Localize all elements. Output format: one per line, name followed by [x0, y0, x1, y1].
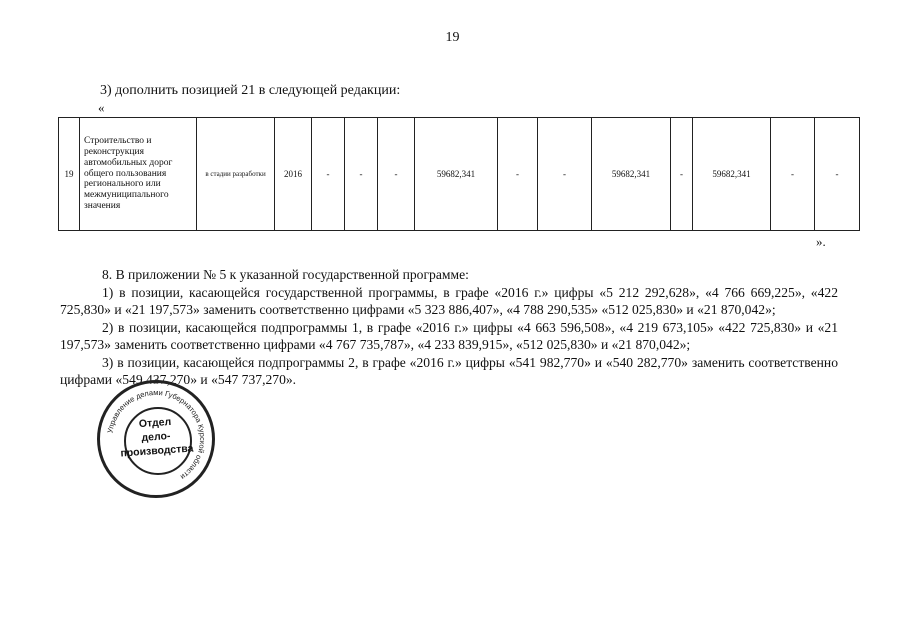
stamp-line-3: производства — [120, 442, 194, 460]
cell-c6: - — [538, 118, 592, 231]
cell-c8: - — [671, 118, 693, 231]
stamp-line-1: Отдел — [138, 415, 172, 431]
office-stamp — [97, 380, 215, 498]
body-text — [60, 266, 838, 389]
intro-line: 3) дополнить позицией 21 в следующей редакции: — [100, 83, 401, 98]
close-quote: ». — [816, 234, 826, 249]
open-quote: « — [98, 100, 105, 115]
paragraph-item-1: 1) в позиции, касающейся государственной программы, в графе «2016 г.» цифры «5 212 292,628», «4 766 669,225», «422 725,830» и «21 197,573» заменить соответственно цифрами «5 323 886,407», «4 788 290,535» «512 025,830» и «21 870,042»; — [60, 284, 838, 317]
cell-status: в стадии разработки — [197, 118, 275, 231]
cell-c10: - — [771, 118, 815, 231]
cell-c3: - — [378, 118, 415, 231]
svg-text:Управление делами Губернатора: Управление делами Губернатора Курской области — [105, 387, 208, 482]
paragraph-item-2: 2) в позиции, касающейся подпрограммы 1, в графе «2016 г.» цифры «4 663 596,508», «4 219 673,105» «422 725,830» и «21 197,573» заменить соответственно цифрами «4 767 735,787», «4 233 839,915», «512 025,830» и «21 870,042»; — [60, 319, 838, 352]
cell-c1: - — [312, 118, 345, 231]
page-number: 19 — [445, 30, 460, 45]
cell-c7: 59682,341 — [592, 118, 671, 231]
cell-c5: - — [498, 118, 538, 231]
cell-year: 2016 — [275, 118, 312, 231]
table-row — [59, 118, 860, 231]
cell-no: 19 — [59, 118, 80, 231]
cell-c11: - — [815, 118, 860, 231]
position-table — [58, 117, 860, 231]
stamp-line-2: дело- — [141, 430, 171, 444]
cell-c4: 59682,341 — [415, 118, 498, 231]
cell-name: Строительство и реконструкция автомобильных дорог общего пользования регионального или межмуниципального значения — [80, 118, 197, 231]
cell-c9: 59682,341 — [693, 118, 771, 231]
paragraph-item-3: 3) в позиции, касающейся подпрограммы 2, в графе «2016 г.» цифры «541 982,770» и «540 282,770» заменить соответственно цифрами «549 437,270» и «547 737,270». — [60, 354, 838, 387]
paragraph-heading: 8. В приложении № 5 к указанной государственной программе: — [102, 267, 469, 282]
stamp-center-text — [105, 413, 208, 462]
cell-c2: - — [345, 118, 378, 231]
